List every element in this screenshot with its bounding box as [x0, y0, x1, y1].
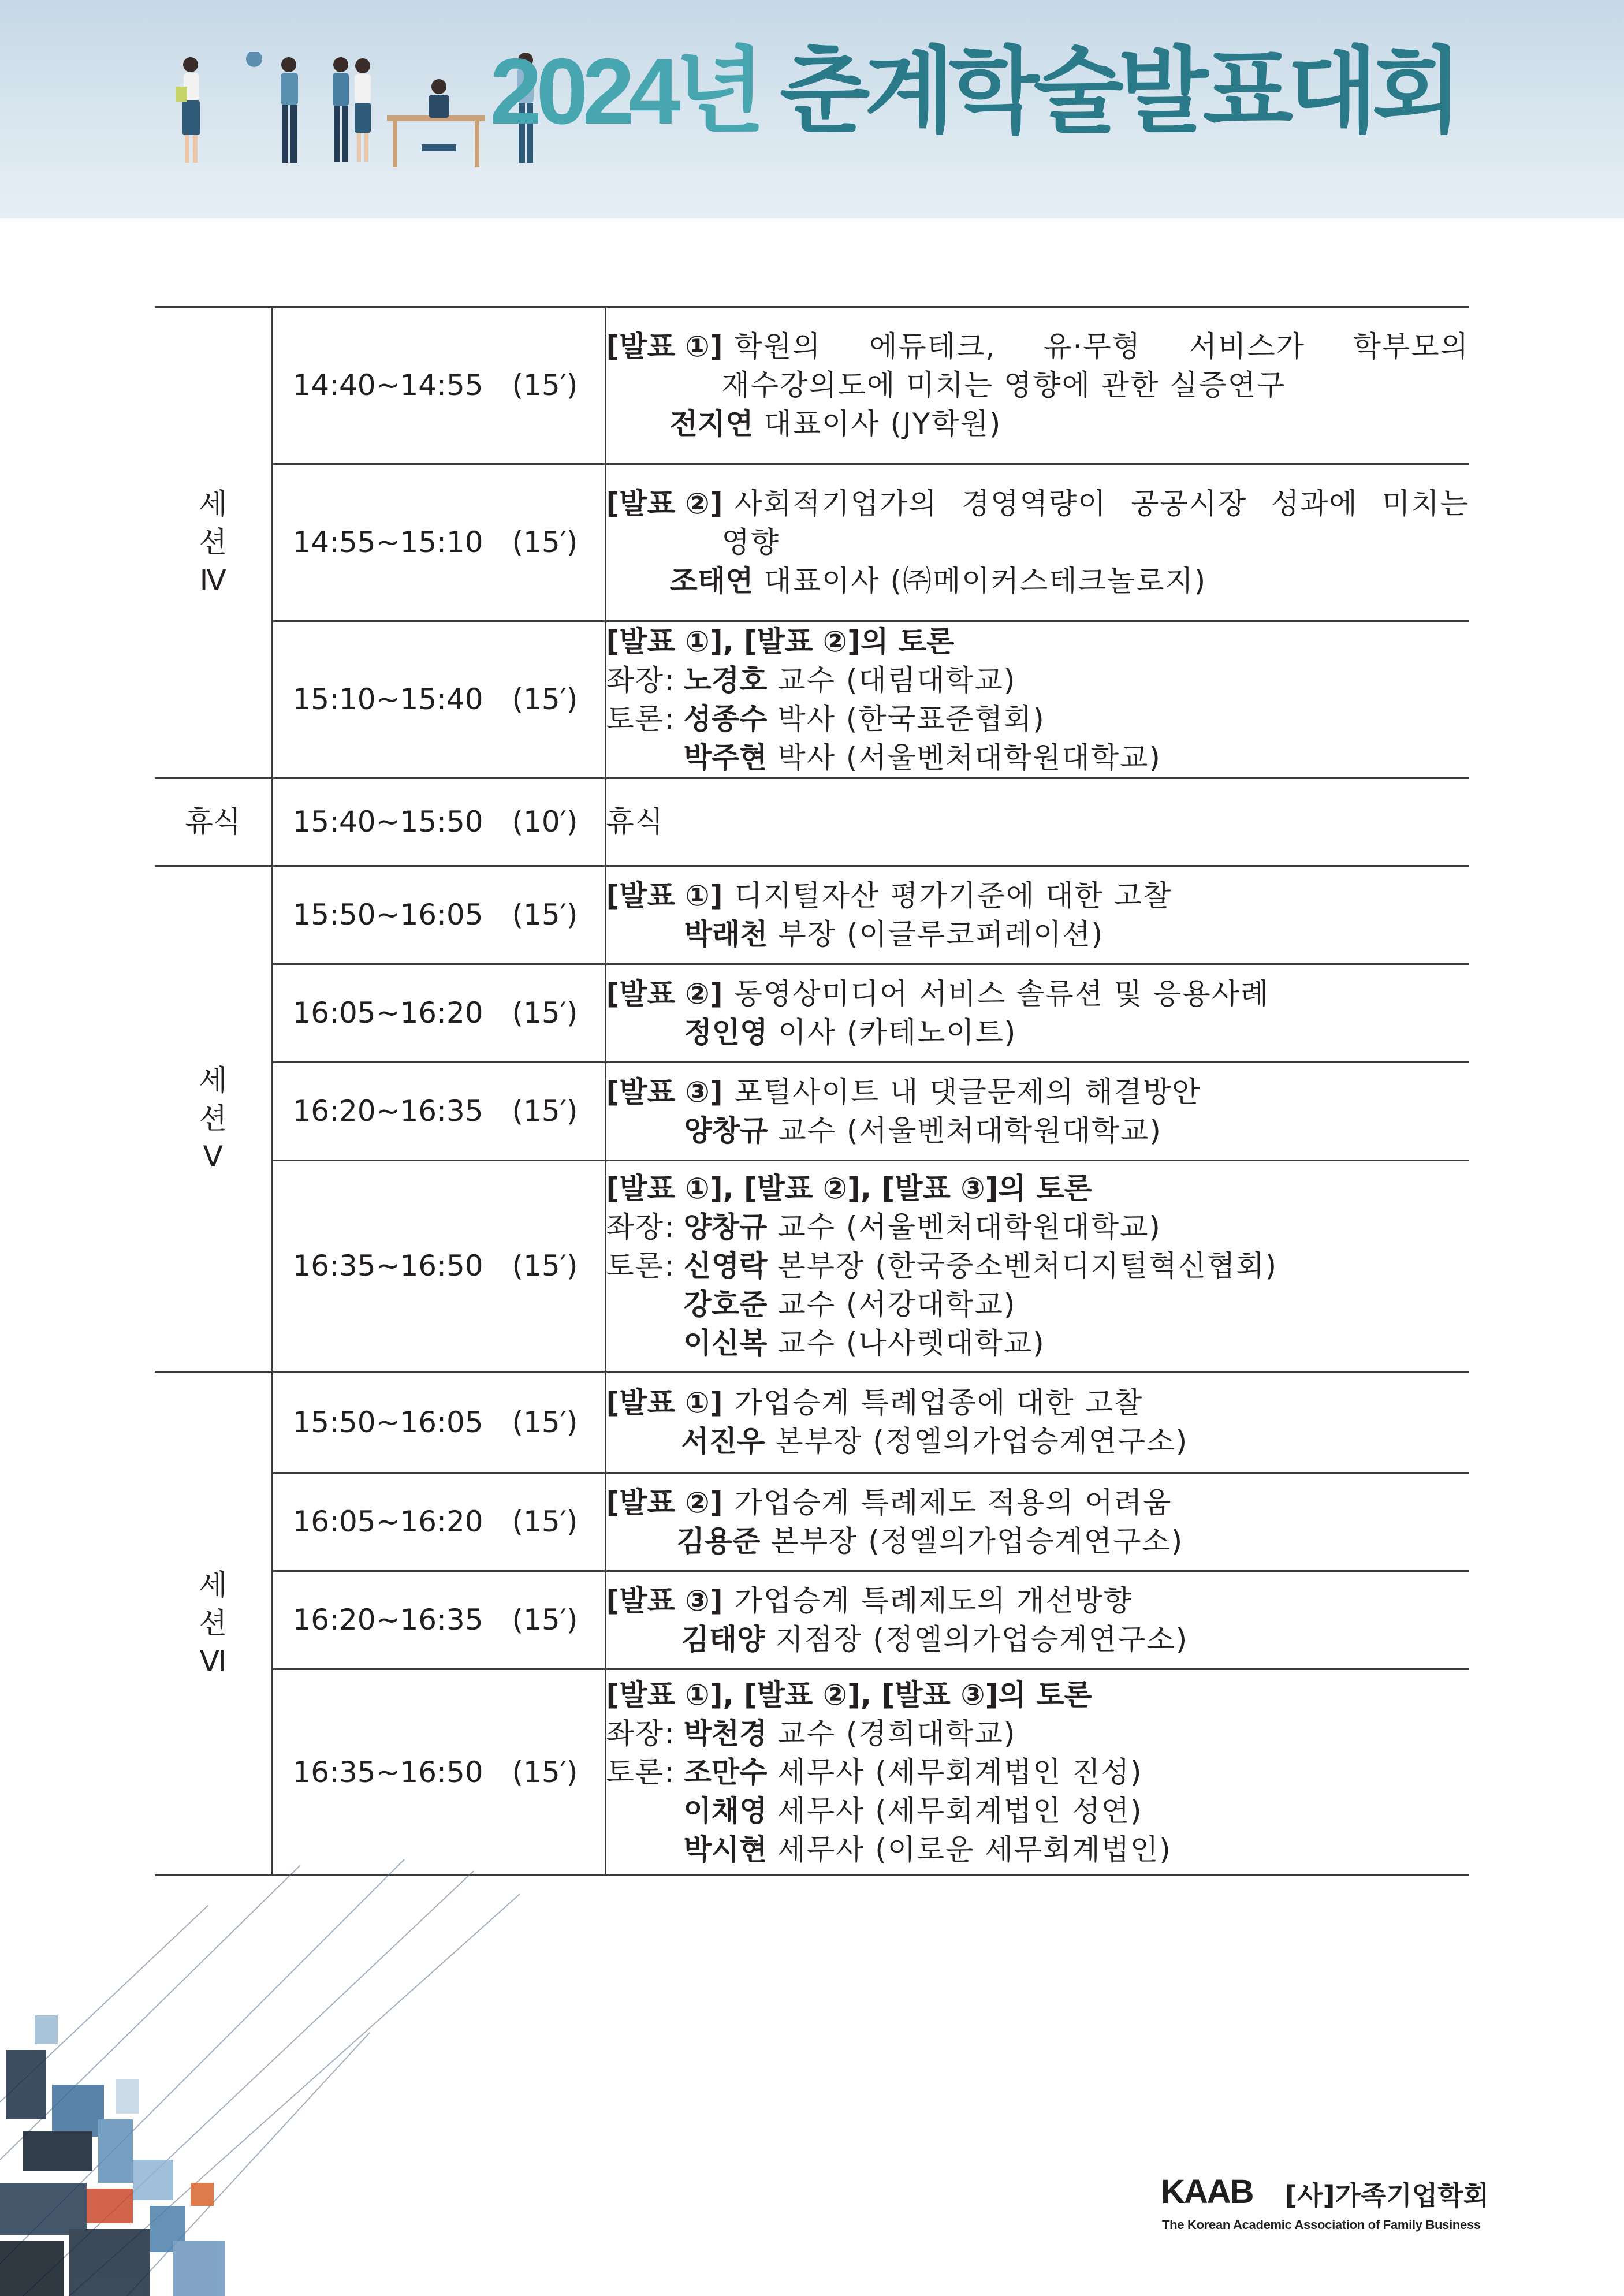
discussion-cell	[605, 621, 1469, 778]
table-row	[155, 307, 1469, 464]
discussion-cell	[605, 1669, 1469, 1876]
discussion-title: [발표 ①], [발표 ②]의 토론	[606, 624, 955, 658]
presenter	[606, 1522, 1470, 1561]
chair-name: 양창규	[683, 1210, 768, 1244]
break-label: 휴식	[185, 805, 241, 838]
presentation-cell	[605, 464, 1469, 621]
logo-korean: [사]가족기업학회	[1285, 2180, 1489, 2211]
discussant-affiliation: 세무사 (세무회계법인 진성)	[777, 1755, 1143, 1789]
discussant	[606, 1324, 1470, 1363]
presenter-name: 양창규	[684, 1113, 768, 1147]
time-duration: (15′)	[512, 525, 578, 559]
time-duration: (15′)	[512, 1505, 578, 1538]
discussant-role: 토론:	[606, 1249, 675, 1283]
table-row	[155, 964, 1469, 1063]
break-text: 휴식	[606, 805, 665, 838]
presentation-tag: [발표 ②]	[606, 487, 723, 520]
presentation-cell	[605, 307, 1469, 464]
schedule-table	[155, 306, 1469, 1876]
discussant-name: 조만수	[683, 1755, 768, 1789]
presenter	[606, 1112, 1470, 1150]
discussant-name: 성종수	[683, 702, 768, 736]
table-row	[155, 1161, 1469, 1372]
session-label-cell	[155, 1372, 272, 1876]
chair-role: 좌장:	[606, 1210, 675, 1244]
time-duration: (15′)	[512, 368, 578, 402]
presenter-name: 조태연	[669, 564, 754, 598]
discussant-name: 박시현	[683, 1832, 768, 1866]
time-range: 16:05~16:20	[292, 1505, 483, 1538]
presenter-affiliation: 부장 (이글루코퍼레이션)	[778, 917, 1104, 951]
time-range: 15:50~16:05	[292, 1405, 483, 1439]
chair-affiliation: 교수 (대림대학교)	[777, 663, 1016, 697]
presenter-name: 김태양	[681, 1622, 765, 1656]
presenter	[606, 1013, 1470, 1052]
time-range: 16:35~16:50	[292, 1249, 483, 1283]
table-row	[155, 1473, 1469, 1571]
event-title-text: 춘계학술발표대회	[780, 39, 1457, 144]
time-cell	[272, 1473, 605, 1571]
presentation-topic: 가업승계 특례제도 적용의 어려움	[734, 1485, 1172, 1519]
discussant-affiliation: 박사 (한국표준협회)	[777, 702, 1045, 736]
discussant	[606, 739, 1470, 777]
presentation-tag: [발표 ①]	[606, 1386, 723, 1419]
table-row	[155, 1669, 1469, 1876]
time-duration: (15′)	[512, 1755, 578, 1789]
table-row	[155, 1571, 1469, 1669]
presentation-cell	[605, 1372, 1469, 1473]
time-range: 14:55~15:10	[292, 525, 483, 559]
table-row	[155, 866, 1469, 964]
presenter-affiliation: 대표이사 (㈜메이커스테크놀로지)	[763, 564, 1207, 598]
time-duration: (15′)	[512, 1249, 578, 1283]
time-duration: (15′)	[512, 1094, 578, 1128]
presentation-topic: 가업승계 특례업종에 대한 고찰	[734, 1386, 1143, 1419]
time-duration: (15′)	[512, 1405, 578, 1439]
time-cell	[272, 964, 605, 1063]
time-range: 15:10~15:40	[292, 683, 483, 716]
abstract-tech-graphic	[0, 1859, 595, 2296]
discussant-name: 강호준	[683, 1288, 768, 1321]
time-cell	[272, 1063, 605, 1161]
discussant-role: 토론:	[606, 702, 675, 736]
time-cell	[272, 1161, 605, 1372]
break-cell	[605, 778, 1469, 866]
discussant	[606, 1753, 1470, 1792]
presentation-topic: 사회적기업가의 경영역량이 공공시장 성과에 미치는	[734, 487, 1469, 520]
presentation-tag: [발표 ①]	[606, 330, 723, 363]
discussant-name: 이채영	[683, 1794, 768, 1828]
presenter-affiliation: 지점장 (정엘의가업승계연구소)	[775, 1622, 1189, 1656]
discussant-affiliation: 교수 (서강대학교)	[777, 1288, 1016, 1321]
time-range: 16:20~16:35	[292, 1094, 483, 1128]
discussion-title: [발표 ①], [발표 ②], [발표 ③]의 토론	[606, 1678, 1092, 1712]
time-cell	[272, 307, 605, 464]
time-cell	[272, 621, 605, 778]
presentation-tag: [발표 ②]	[606, 976, 723, 1011]
time-cell	[272, 866, 605, 964]
discussant-affiliation: 세무사 (세무회계법인 성연)	[777, 1794, 1143, 1828]
presentation-cell	[605, 866, 1469, 964]
time-range: 14:40~14:55	[292, 368, 483, 402]
presentation-topic-cont: 재수강의도에 미치는 영향에 관한 실증연구	[721, 368, 1286, 402]
table-row	[155, 464, 1469, 621]
discussant	[606, 1285, 1470, 1324]
presentation-topic-cont: 영향	[721, 525, 780, 559]
presenter	[606, 562, 1470, 601]
discussant-name: 박주현	[683, 740, 768, 774]
discussion-title: [발표 ①], [발표 ②], [발표 ③]의 토론	[606, 1172, 1092, 1205]
session-label: 세 션 Ⅴ	[199, 1064, 227, 1173]
presentation-cell	[605, 1473, 1469, 1571]
presenter-name: 박래천	[684, 917, 768, 951]
presentation-tag: [발표 ②]	[606, 1485, 723, 1519]
presenter-affiliation: 본부장 (정엘의가업승계연구소)	[770, 1524, 1184, 1558]
time-duration: (15′)	[512, 1603, 578, 1637]
presentation-topic: 가업승계 특례제도의 개선방향	[734, 1583, 1133, 1617]
presenter	[606, 1422, 1470, 1461]
discussion-cell	[605, 1161, 1469, 1372]
presenter-name: 전지연	[669, 407, 754, 441]
discussant-affiliation: 교수 (나사렛대학교)	[777, 1326, 1045, 1360]
session-label: 세 션 Ⅵ	[199, 1568, 227, 1678]
time-cell	[272, 1571, 605, 1669]
chair-name: 박천경	[683, 1716, 768, 1750]
time-duration: (15′)	[512, 996, 578, 1030]
presenter	[606, 405, 1470, 443]
presenter-affiliation: 본부장 (정엘의가업승계연구소)	[775, 1425, 1189, 1458]
time-cell	[272, 778, 605, 866]
table-row	[155, 778, 1469, 866]
table-row	[155, 1372, 1469, 1473]
chair-role: 좌장:	[606, 663, 675, 697]
presenter-name: 김용준	[676, 1524, 761, 1558]
chair	[606, 1714, 1470, 1753]
discussant-name: 이신복	[683, 1326, 768, 1360]
time-range: 16:05~16:20	[292, 996, 483, 1030]
chair-affiliation: 교수 (경희대학교)	[777, 1716, 1016, 1750]
event-title	[490, 39, 1457, 144]
presentation-topic: 포털사이트 내 댓글문제의 해결방안	[734, 1075, 1201, 1109]
logo-english: The Korean Academic Association of Family Business	[1162, 2217, 1481, 2232]
table-row	[155, 621, 1469, 778]
chair-role: 좌장:	[606, 1716, 675, 1750]
chair-affiliation: 교수 (서울벤처대학원대학교)	[777, 1210, 1161, 1244]
time-range: 16:20~16:35	[292, 1603, 483, 1637]
presenter-affiliation: 교수 (서울벤처대학원대학교)	[778, 1113, 1162, 1147]
time-duration: (15′)	[512, 898, 578, 931]
chair	[606, 661, 1470, 700]
kaab-logo	[1161, 2171, 1489, 2252]
discussant	[606, 1792, 1470, 1831]
presenter	[606, 915, 1470, 954]
chair-name: 노경호	[683, 663, 768, 697]
session-label-cell	[155, 866, 272, 1372]
discussant-name: 신영락	[683, 1249, 768, 1283]
time-range: 16:35~16:50	[292, 1755, 483, 1789]
discussant	[606, 1831, 1470, 1869]
presentation-cell	[605, 1571, 1469, 1669]
presentation-tag: [발표 ③]	[606, 1075, 723, 1109]
presentation-topic: 디지털자산 평가기준에 대한 고찰	[734, 878, 1172, 912]
discussant-role: 토론:	[606, 1755, 675, 1789]
session-label-cell	[155, 778, 272, 866]
time-cell	[272, 464, 605, 621]
discussant-affiliation: 박사 (서울벤처대학원대학교)	[777, 740, 1161, 774]
presentation-topic: 학원의 에듀테크, 유·무형 서비스가 학부모의	[734, 330, 1469, 363]
discussant-affiliation: 세무사 (이로운 세무회계법인)	[777, 1832, 1172, 1866]
session-label: 세 션 Ⅳ	[199, 487, 227, 597]
time-duration: (15′)	[512, 683, 578, 716]
time-cell	[272, 1372, 605, 1473]
header-banner	[0, 0, 1624, 218]
presenter	[606, 1620, 1470, 1659]
discussant	[606, 1247, 1470, 1285]
discussant	[606, 700, 1470, 739]
time-duration: (10′)	[512, 805, 578, 838]
presenter-affiliation: 대표이사 (JY학원)	[763, 407, 1002, 441]
time-range: 15:40~15:50	[292, 805, 483, 838]
presentation-tag: [발표 ①]	[606, 878, 723, 912]
chair	[606, 1208, 1470, 1247]
presenter-name: 정인영	[684, 1015, 768, 1049]
time-cell	[272, 1669, 605, 1876]
discussant-affiliation: 본부장 (한국중소벤처디지털혁신협회)	[777, 1249, 1278, 1283]
presenter-name: 서진우	[681, 1425, 765, 1458]
time-range: 15:50~16:05	[292, 898, 483, 931]
presentation-tag: [발표 ③]	[606, 1583, 723, 1617]
presenter-affiliation: 이사 (카테노이트)	[778, 1015, 1017, 1049]
logo-mark: KAAB	[1161, 2173, 1253, 2211]
presentation-cell	[605, 1063, 1469, 1161]
session-label-cell	[155, 307, 272, 778]
table-row	[155, 1063, 1469, 1161]
event-title-year: 2024년	[490, 39, 760, 144]
presentation-topic: 동영상미디어 서비스 솔류션 및 응용사례	[734, 976, 1270, 1011]
presentation-cell	[605, 964, 1469, 1063]
